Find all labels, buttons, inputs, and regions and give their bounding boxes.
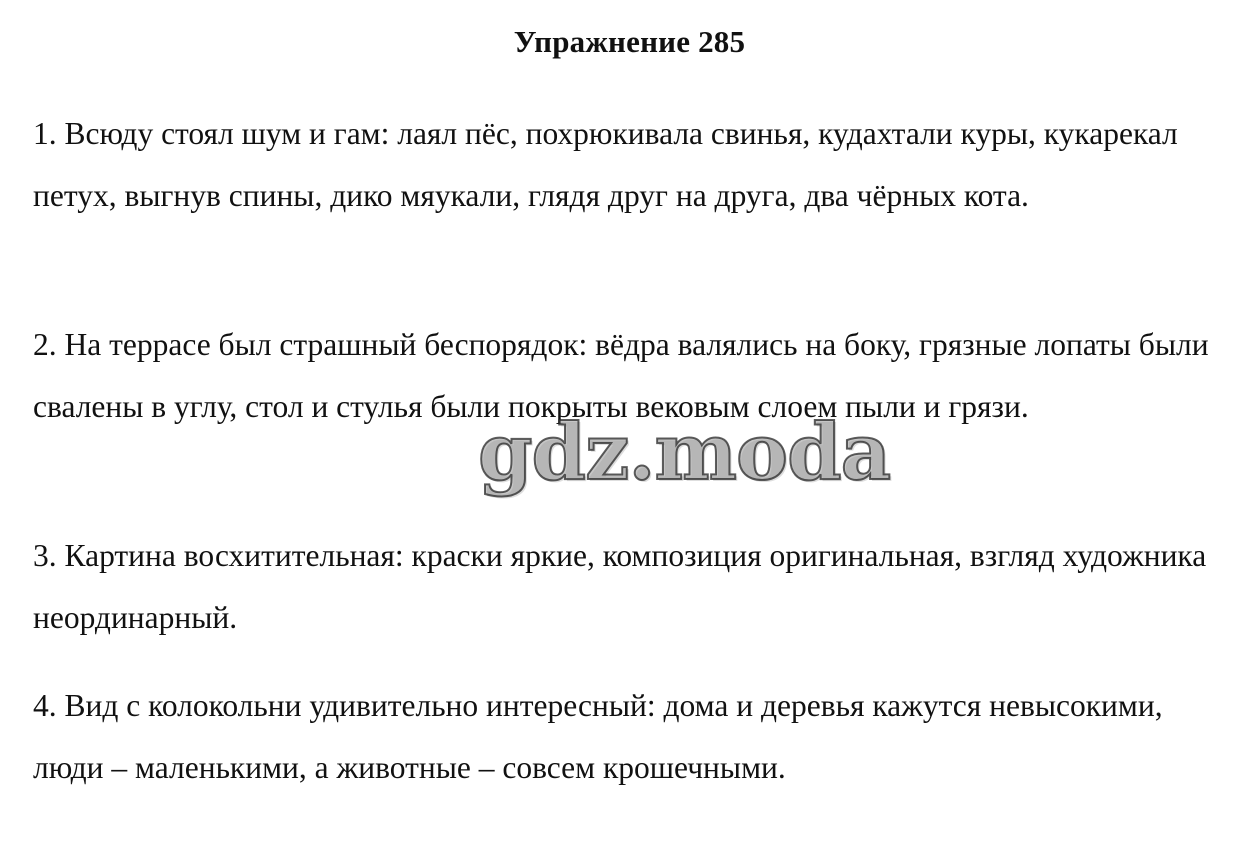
paragraph-1: 1. Всюду стоял шум и гам: лаял пёс, похрюкивала свинья, кудахтали куры, кукарекал петух, выгнув спины, дико мяукали, глядя друг на друга, два чёрных кота.: [33, 116, 1178, 213]
paragraph-3: 3. Картина восхитительная: краски яркие, композиция оригинальная, взгляд художника неординарный.: [33, 538, 1207, 635]
paragraph-4: 4. Вид с колокольни удивительно интересный: дома и деревья кажутся невысокими, люди – маленькими, а животные – совсем крошечными.: [33, 688, 1163, 785]
watermark-logo: gdz.moda: [478, 407, 891, 498]
paragraph-2: 2. На террасе был страшный беспорядок: вёдра валялись на боку, грязные лопаты были свалены в углу, стол и стулья были покрыты вековым слоем пыли и грязи.: [33, 327, 1209, 424]
exercise-title: Упражнение 285: [513, 24, 746, 59]
